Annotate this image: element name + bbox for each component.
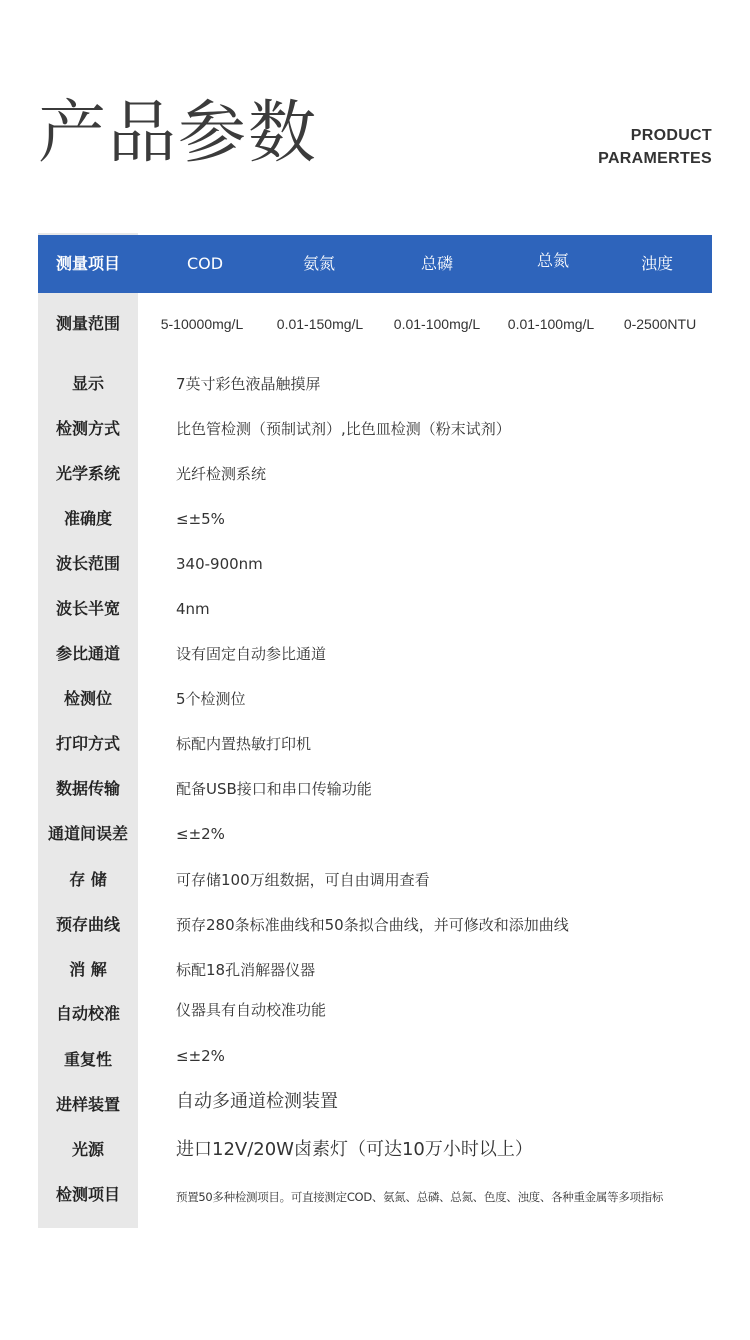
subtitle-line-2: PARAMERTES bbox=[598, 150, 712, 167]
spec-row-value: 5个检测位 bbox=[176, 690, 246, 708]
spec-row-value: 比色管检测（预制试剂）,比色皿检测（粉末试剂） bbox=[176, 420, 511, 438]
spec-row-label: 检测方式 bbox=[55, 419, 120, 438]
spec-row bbox=[38, 364, 712, 404]
range-value-ammonia: 0.01-150mg/L bbox=[276, 316, 364, 332]
spec-row bbox=[38, 1085, 712, 1125]
range-label: 测量范围 bbox=[55, 314, 120, 333]
spec-row bbox=[38, 950, 712, 990]
spec-row-value: 仪器具有自动校准功能 bbox=[176, 1001, 327, 1019]
spec-row-value: ≤±5% bbox=[176, 510, 225, 528]
spec-row-value: 标配内置热敏打印机 bbox=[176, 735, 312, 753]
spec-row-label: 通道间误差 bbox=[47, 824, 128, 843]
spec-row-label: 重复性 bbox=[63, 1050, 112, 1069]
spec-row-value: 340-900nm bbox=[176, 555, 263, 573]
spec-row-label: 光学系统 bbox=[55, 464, 120, 483]
spec-row-label: 存 储 bbox=[69, 870, 107, 889]
spec-row bbox=[38, 499, 712, 539]
spec-row bbox=[38, 1175, 712, 1215]
range-value-nitrogen: 0.01-100mg/L bbox=[507, 316, 595, 332]
spec-row bbox=[38, 544, 712, 584]
header-col-phosphorus: 总磷 bbox=[420, 254, 453, 273]
subtitle-line-1: PRODUCT bbox=[630, 127, 712, 144]
spec-row-value: 可存储100万组数据，可自由调用查看 bbox=[176, 871, 430, 889]
spec-row-label: 消 解 bbox=[69, 960, 107, 979]
spec-row-label: 波长半宽 bbox=[55, 599, 120, 618]
spec-row bbox=[38, 409, 712, 449]
header-col-nitrogen: 总氮 bbox=[536, 251, 569, 270]
spec-row-label: 打印方式 bbox=[55, 734, 120, 753]
spec-row-value: 7英寸彩色液晶触摸屏 bbox=[176, 375, 321, 393]
spec-row-value: 4nm bbox=[176, 600, 210, 618]
spec-row-value: ≤±2% bbox=[176, 1047, 225, 1065]
spec-row bbox=[38, 454, 712, 494]
spec-row-value: 设有固定自动参比通道 bbox=[176, 645, 327, 663]
spec-row-label: 检测位 bbox=[63, 689, 112, 708]
spec-row-value: 标配18孔消解器仪器 bbox=[176, 961, 316, 979]
header-col-turbidity: 浊度 bbox=[640, 254, 673, 273]
spec-row bbox=[38, 769, 712, 809]
spec-row-label: 参比通道 bbox=[55, 644, 120, 663]
spec-row-value: 光纤检测系统 bbox=[176, 465, 267, 483]
page-title: 产品参数 bbox=[38, 94, 319, 173]
spec-row-value: 预置50多种检测项目。可直接测定COD、氨氮、总磷、总氮、色度、浊度、各种重金属等多项指标 bbox=[176, 1190, 664, 1204]
spec-row-label: 检测项目 bbox=[55, 1185, 120, 1204]
spec-row bbox=[38, 994, 712, 1034]
spec-row-value: 配备USB接口和串口传输功能 bbox=[176, 780, 372, 798]
spec-row bbox=[38, 724, 712, 764]
spec-row-label: 自动校准 bbox=[55, 1004, 120, 1023]
range-value-phosphorus: 0.01-100mg/L bbox=[393, 316, 481, 332]
range-value-turbidity: 0-2500NTU bbox=[623, 316, 697, 332]
spec-row bbox=[38, 1130, 712, 1170]
spec-row-label: 显示 bbox=[71, 374, 104, 393]
spec-row-label: 准确度 bbox=[63, 509, 112, 528]
spec-row-label: 预存曲线 bbox=[55, 915, 120, 934]
spec-row-label: 波长范围 bbox=[55, 554, 120, 573]
header-col-cod: COD bbox=[186, 254, 224, 273]
range-value-cod: 5-10000mg/L bbox=[160, 316, 244, 332]
spec-row-value: 进口12V/20W卤素灯（可达10万小时以上） bbox=[176, 1139, 533, 1160]
spec-row-value: 自动多通道检测装置 bbox=[176, 1091, 338, 1112]
header-label: 测量项目 bbox=[55, 254, 120, 273]
header-col-ammonia: 氨氮 bbox=[302, 254, 335, 273]
spec-row bbox=[38, 860, 712, 900]
spec-row bbox=[38, 905, 712, 945]
spec-row bbox=[38, 1040, 712, 1080]
spec-row-label: 进样装置 bbox=[55, 1095, 120, 1114]
page-subtitle-en bbox=[598, 124, 712, 170]
spec-row bbox=[38, 589, 712, 629]
table-header bbox=[38, 235, 712, 293]
spec-row bbox=[38, 814, 712, 854]
spec-row-label: 光源 bbox=[71, 1140, 104, 1159]
spec-row-label: 数据传输 bbox=[55, 779, 120, 798]
spec-row bbox=[38, 679, 712, 719]
spec-row-value: ≤±2% bbox=[176, 825, 225, 843]
spec-row-value: 预存280条标准曲线和50条拟合曲线，并可修改和添加曲线 bbox=[176, 916, 569, 934]
spec-row bbox=[38, 634, 712, 674]
